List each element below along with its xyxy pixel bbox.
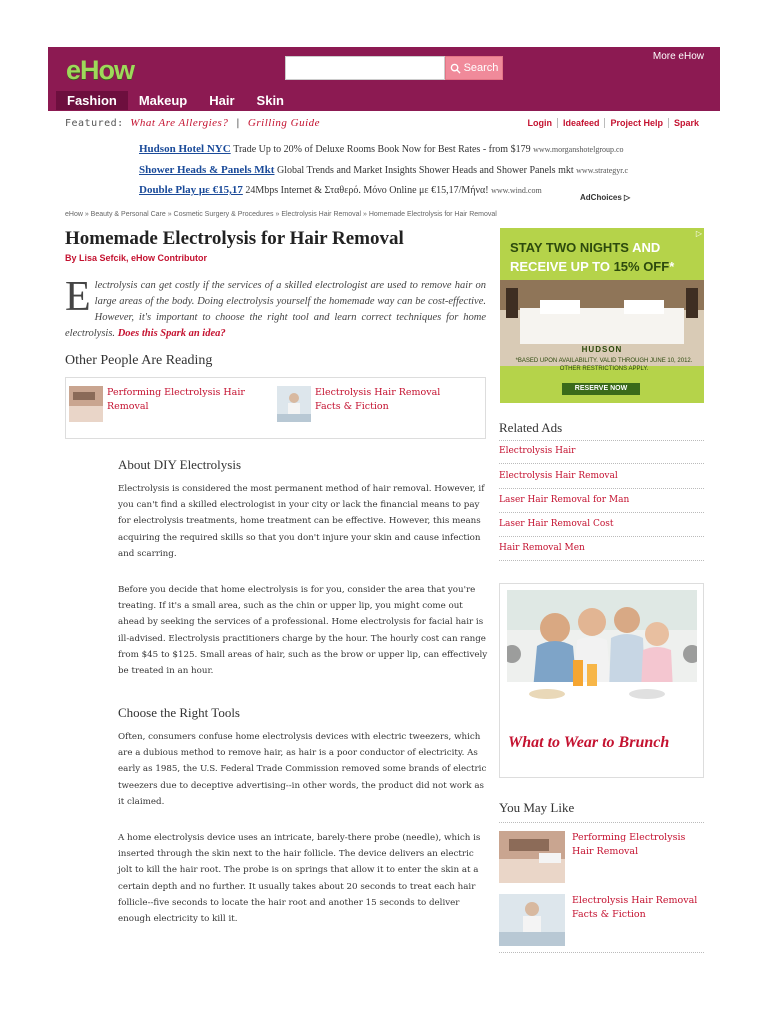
ideafeed-link[interactable]: Ideafeed <box>557 118 605 128</box>
text-ad <box>139 184 542 196</box>
adchoices-link[interactable] <box>580 193 630 202</box>
electrolysis-thumbnail <box>69 386 103 422</box>
banner-discount: 15% OFF <box>613 259 670 274</box>
author-byline[interactable]: By Lisa Sefcik, eHow Contributor <box>65 253 208 263</box>
user-links <box>522 118 704 128</box>
divider <box>499 463 704 464</box>
clinic-thumbnail <box>499 894 565 946</box>
ad-body: Global Trends and Market Insights Shower Heads and Shower Panels mkt <box>276 165 574 176</box>
section-heading: About DIY Electrolysis <box>118 457 241 472</box>
search-input[interactable] <box>285 56 445 80</box>
page-title: Homemade Electrolysis for Hair Removal <box>65 228 404 249</box>
you-may-like-heading: You May Like <box>499 800 575 815</box>
you-may-like-label: Performing Electrolysis Hair Removal <box>572 832 686 857</box>
hotel-banner-ad[interactable] <box>500 228 704 403</box>
ad-title[interactable]: Hudson Hotel NYC <box>139 143 231 155</box>
divider <box>499 440 704 441</box>
main-nav <box>56 91 295 110</box>
article-intro <box>65 274 486 342</box>
article-paragraph: Often, consumers confuse home electrolysis devices with electric tweezers, which are a dubious method to remove hair, as hair is a poor conductor of electricity. As early as 1985, the U.S. Federal Trade Commission removed some brands of electric tweezers due to deceptive advertising--in other words, the product did not work as it claimed. <box>118 732 487 807</box>
divider <box>499 488 704 489</box>
divider <box>499 560 704 561</box>
featured-bar <box>65 117 320 129</box>
banner-line1-end: AND <box>632 240 661 255</box>
ad-body: 24Mbps Internet & Σταθερό. Μόνο Online με €15,17/Μήνα! <box>245 185 489 196</box>
featured-separator: | <box>234 118 242 129</box>
login-link[interactable]: Login <box>527 118 552 128</box>
related-ad-link[interactable]: Laser Hair Removal Cost <box>499 519 614 529</box>
brunch-promo[interactable] <box>499 583 704 778</box>
you-may-like-label: Electrolysis Hair Removal Facts & Fiction <box>572 895 698 920</box>
related-ads-heading: Related Ads <box>499 420 563 435</box>
site-header <box>48 47 720 111</box>
spark-link[interactable]: Spark <box>668 118 704 128</box>
breadcrumb[interactable]: eHow » Beauty & Personal Care » Cosmetic Surgery & Procedures » Electrolysis Hair Removal » Homemade Electrolysis for Hair Removal <box>65 211 497 218</box>
search-button-label: Search <box>463 62 499 74</box>
banner-line2: RECEIVE UP TO <box>510 259 610 274</box>
article-paragraph: Before you decide that home electrolysis is for you, consider the area that you're treating. If it's a small area, such as the chin or upper lip, you might come out ahead by seeking the services of a professional. Home electrolysis for facial hair is ill-advised. Electrolysis practitioners charge by the hour. The hourly cost can range from $45 to $125. Small areas of hair, such as the brow or upper lip, can effectively be treated in an hour. <box>118 585 488 677</box>
related-ad-link[interactable]: Electrolysis Hair <box>499 446 576 456</box>
ad-url[interactable]: www.wind.com <box>491 186 542 195</box>
intro-text: lectrolysis can get costly if the services of a skilled electrologist are used to remove hair on large areas of the body. Doing electrolysis yourself the homemade way can be cost-effective. However, it's important to choose the right tool and learn correct techniques for home electrolysis. <box>65 280 486 339</box>
divider <box>499 536 704 537</box>
adchoices-icon: ▷ <box>624 193 631 202</box>
adchoices-label: AdChoices <box>580 193 622 202</box>
reading-item[interactable] <box>277 386 465 422</box>
clinic-thumbnail <box>277 386 311 422</box>
nav-skin[interactable]: Skin <box>256 93 285 108</box>
featured-link-grilling[interactable]: Grilling Guide <box>247 117 321 129</box>
section-heading: Choose the Right Tools <box>118 705 240 720</box>
banner-fine-print: *BASED UPON AVAILABILITY. VALID THROUGH JUNE 10, 2012. OTHER RESTRICTIONS APPLY. <box>515 358 693 372</box>
divider <box>499 952 704 953</box>
hotel-brand: HUDSON <box>581 345 623 354</box>
other-people-reading-heading: Other People Are Reading <box>65 353 213 368</box>
other-people-reading-box <box>65 377 486 439</box>
ad-corner-icon[interactable]: ▷ <box>695 229 702 238</box>
nav-hair[interactable]: Hair <box>209 93 235 108</box>
ad-title[interactable]: Shower Heads & Panels Mkt <box>139 164 275 176</box>
family-brunch-photo <box>507 590 697 718</box>
nav-fashion[interactable]: Fashion <box>56 91 128 110</box>
drop-cap: E <box>65 274 91 320</box>
ad-body: Trade Up to 20% of Deluxe Rooms Book Now for Best Rates - from $179 <box>233 144 531 155</box>
divider <box>499 512 704 513</box>
nav-makeup[interactable]: Makeup <box>138 93 188 108</box>
text-ad <box>139 164 628 176</box>
you-may-like-item[interactable] <box>499 894 704 946</box>
ad-url[interactable]: www.morganshotelgroup.co <box>533 145 624 154</box>
project-help-link[interactable]: Project Help <box>604 118 668 128</box>
related-ad-link[interactable]: Laser Hair Removal for Man <box>499 495 630 505</box>
ad-title[interactable]: Double Play με €15,17 <box>139 184 243 196</box>
banner-asterisk: * <box>669 259 675 274</box>
featured-label: Featured: <box>65 118 124 129</box>
you-may-like-item[interactable] <box>499 831 704 883</box>
related-ad-link[interactable]: Electrolysis Hair Removal <box>499 471 618 481</box>
reading-item-label: Performing Electrolysis Hair Removal <box>107 387 245 412</box>
search-icon <box>450 63 461 74</box>
banner-headline <box>510 238 674 276</box>
more-ehow-link[interactable]: More eHow <box>652 51 704 62</box>
reading-item-label: Electrolysis Hair Removal Facts & Fiction <box>315 387 441 412</box>
spark-idea-link[interactable]: Does this Spark an idea? <box>117 328 226 339</box>
reserve-now-button[interactable]: RESERVE NOW <box>562 383 640 395</box>
electrolysis-thumbnail <box>499 831 565 883</box>
banner-line1: STAY TWO NIGHTS <box>510 240 629 255</box>
featured-link-allergies[interactable]: What Are Allergies? <box>130 117 229 129</box>
article-paragraph: A home electrolysis device uses an intricate, barely-there probe (needle), which is inserted through the skin next to the hair follicle. The device delivers an electric jolt to kill the hair root. The probe is on springs that allow it to enter the skin at a certain depth and no further. It usually takes about 20 seconds to treat each hair follicle--five seconds to locate the hair root and another 15 seconds to deliver enough electricity to kill it. <box>118 833 481 925</box>
ehow-logo[interactable]: eHow <box>66 55 135 85</box>
search-button[interactable] <box>445 56 503 80</box>
ad-url[interactable]: www.strategyr.c <box>576 166 629 175</box>
divider <box>499 822 704 823</box>
reading-item[interactable] <box>69 386 257 422</box>
text-ad <box>139 143 624 155</box>
promo-title[interactable]: What to Wear to Brunch <box>508 734 670 751</box>
article-paragraph: Electrolysis is considered the most permanent method of hair removal. However, if you can't find a skilled electrologist in your city or lack the financial means to pay for electrolysis treatments, home treatment can be effective. However, this means acquiring the required skills so that you don't injure your skin and cause infection and scarring. <box>118 484 485 559</box>
related-ad-link[interactable]: Hair Removal Men <box>499 543 585 553</box>
